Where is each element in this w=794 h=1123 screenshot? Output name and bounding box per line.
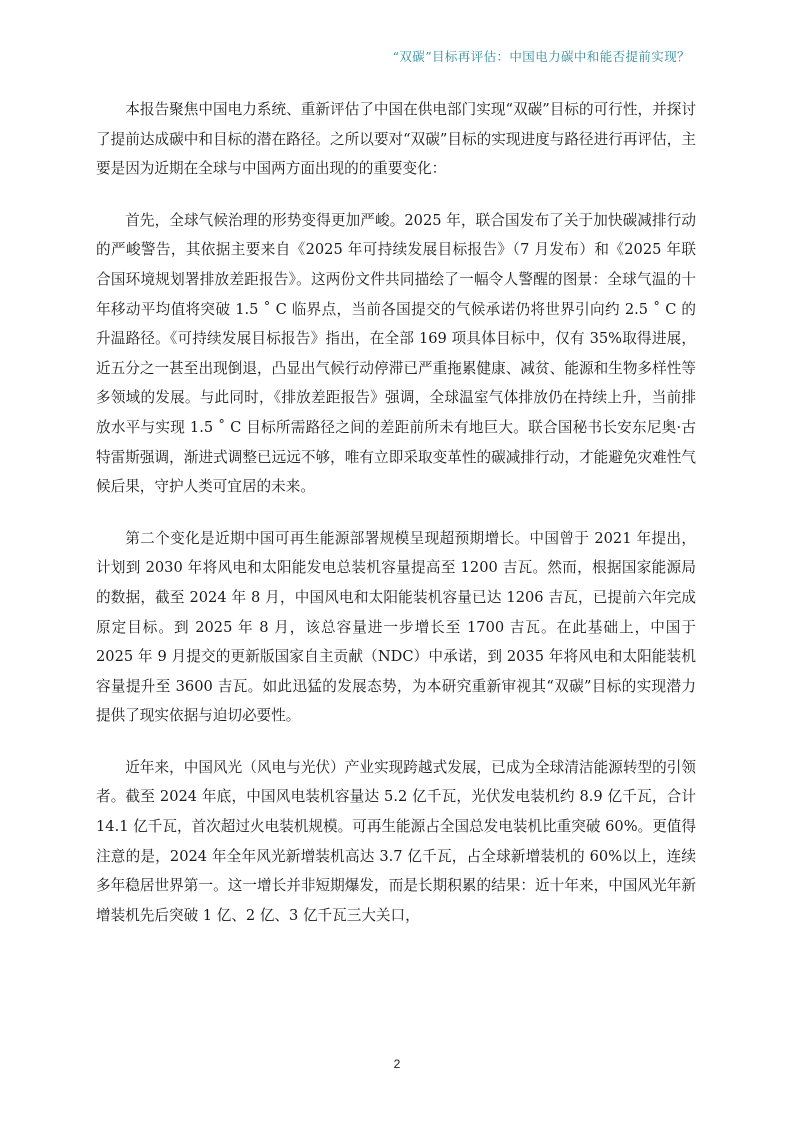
paragraph-china-renewables: 第二个变化是近期中国可再生能源部署规模呈现超预期增长。中国曾于 2021 年提出，计划到 2030 年将风电和太阳能发电总装机容量提高至 1200 吉瓦。然而，根据国家能源局的数据，截至 2024 年 8 月，中国风电和太阳能装机容量已达 1206 吉瓦，已提前六年完成原定目标。到 2025 年 8 月，该总容量进一步增长至 1700 吉瓦。在此基础上，中国于 2025 年 9 月提交的更新版国家自主贡献（NDC）中承诺，到 2035 年将风电和太阳能装机容量提升至 3600 吉瓦。如此迅猛的发展态势，为本研究重新审视其“双碳”目标的实现潜力提供了现实依据与迫切必要性。 [96,529,696,725]
page-number: 2 [393,1057,401,1071]
paragraph-wind-solar-industry: 近年来，中国风光（风电与光伏）产业实现跨越式发展，已成为全球清洁能源转型的引领者。截至 2024 年底，中国风电装机容量达 5.2 亿千瓦，光伏发电装机约 8.9 亿千瓦，合计 14.1 亿千瓦，首次超过火电装机规模。可再生能源占全国总发电装机比重突破 60%。更值得注意的是，2024 年全年风光新增装机高达 3.7 亿千瓦，占全球新增装机的 60%以上，连续多年稳居世界第一。这一增长并非短期爆发，而是长期积累的结果：近十年来，中国风光年新增装机先后突破 1 亿、2 亿、3 亿千瓦三大关口， [96,758,696,924]
running-header: “双碳”目标再评估：中国电力碳中和能否提前实现？ [392,49,690,64]
body-text [96,95,696,952]
paragraph-intro: 本报告聚焦中国电力系统、重新评估了中国在供电部门实现“双碳”目标的可行性，并探讨了提前达成碳中和目标的潜在路径。之所以要对“双碳”目标的实现进度与路径进行再评估，主要是因为近期在全球与中国两方面出现的的重要变化： [96,101,696,178]
paragraph-global-climate: 首先，全球气候治理的形势变得更加严峻。2025 年，联合国发布了关于加快碳减排行动的严峻警告，其依据主要来自《2025 年可持续发展目标报告》（7 月发布）和《2025 年联合国环境规划署排放差距报告》。这两份文件共同描绘了一幅令人警醒的图景：全球气温的十年移动平均值将突破 1.5 ˚ C 临界点，当前各国提交的气候承诺仍将世界引向约 2.5 ˚ C 的升温路径。《可持续发展目标报告》指出，在全部 169 项具体目标中，仅有 35%取得进展，近五分之一甚至出现倒退，凸显出气候行动停滞已严重拖累健康、减贫、能源和生物多样性等多领域的发展。与此同时，《排放差距报告》强调，全球温室气体排放仍在持续上升，当前排放水平与实现 1.5 ˚ C 目标所需路径之间的差距前所未有地巨大。联合国秘书长安东尼奥·古特雷斯强调，渐进式调整已远远不够，唯有立即采取变革性的碳减排行动，才能避免灾难性气候后果，守护人类可宜居的未来。 [96,211,696,496]
